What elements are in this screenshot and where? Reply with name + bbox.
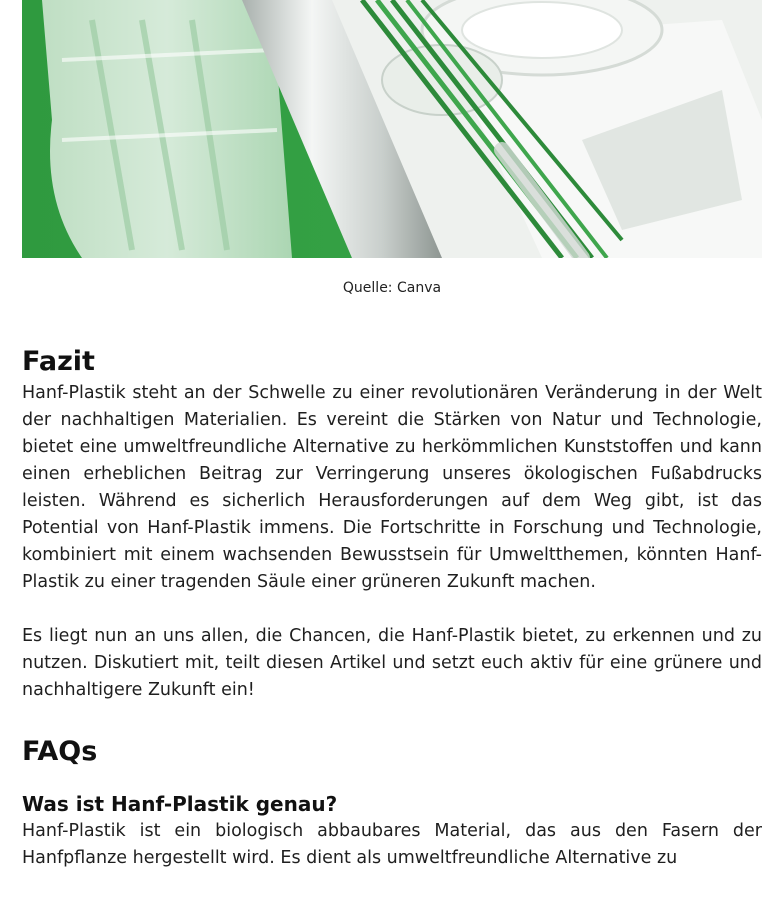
article-image [22,0,762,258]
faq-question: Was ist Hanf-Plastik genau? [22,792,338,816]
fazit-paragraph-1: Hanf-Plastik steht an der Schwelle zu einer revolutionären Veränderung in der Welt der nachhaltigen Materialien. Es vereint die Stärken von Natur und Technologie, bietet eine umweltfreundliche Alternative zu herkömmlichen Kunststoffen und kann einen erheblichen Beitrag zur Verringerung unseres ökologischen Fußabdrucks leisten. Während es sicherlich Herausforderungen auf dem Weg gibt, ist das Potential von Hanf-Plastik immens. Die Fortschritte in Forschung und Technologie, kombiniert mit einem wachsenden Bewusstsein für Umweltthemen, könnten Hanf-Plastik zu einer tragenden Säule einer grüneren Zukunft machen. [22,383,762,592]
image-caption: Quelle: Canva [342,280,442,296]
heading-faqs: FAQs [22,736,98,767]
article-content [22,344,762,872]
heading-fazit: Fazit [22,346,95,377]
faq-answer: Hanf-Plastik ist ein biologisch abbaubares Material, das aus den Fasern der Hanfpflanze hergestellt wird. Es dient als umweltfreundliche Alternative zu [22,821,762,868]
plastic-items-illustration [22,0,762,258]
fazit-paragraph-2: Es liegt nun an uns allen, die Chancen, die Hanf-Plastik bietet, zu erkennen und zu nutzen. Diskutiert mit, teilt diesen Artikel und setzt euch aktiv für eine grünere und nachhaltigere Zukunft ein! [22,626,762,700]
